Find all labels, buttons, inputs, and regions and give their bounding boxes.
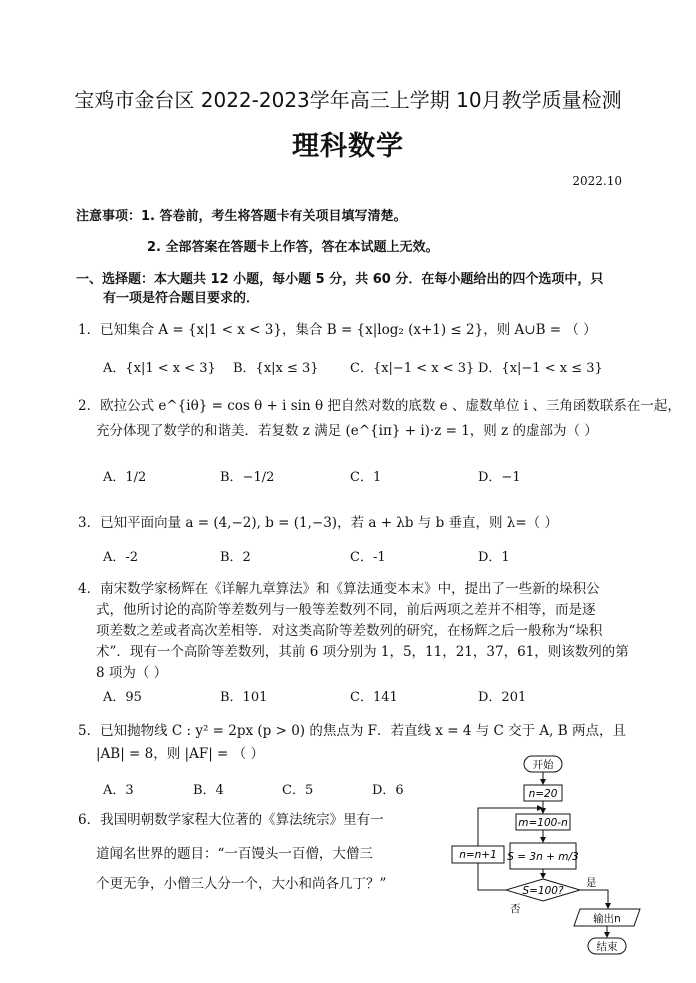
q3-option-b: B．2 (220, 550, 251, 565)
q1-option-b: B．{x|x ≤ 3} (233, 361, 319, 376)
q6-stem-line-3: 个更无争，小僧三人分一个，大小和尚各几丁？” (96, 876, 387, 892)
q1-option-d: D．{x|−1 < x ≤ 3} (478, 361, 603, 376)
q2-option-d: D．−1 (478, 470, 521, 485)
subject-title: 理科数学 (292, 131, 404, 162)
q2-option-b: B．−1/2 (220, 470, 275, 485)
notes-line-1: 注意事项：1. 答卷前，考生将答题卡有关项目填写清楚。 (76, 209, 407, 224)
q4-option-a: A．95 (103, 690, 142, 705)
q5-option-c: C．5 (282, 783, 314, 798)
q5-option-b: B．4 (193, 783, 224, 798)
q4-stem-line-1: 4．南宋数学家杨辉在《详解九章算法》和《算法通变本末》中，提出了一些新的垛积公 (78, 581, 600, 597)
flowchart-yes-label: 是 (586, 877, 597, 889)
q6-stem-line-1: 6．我国明朝数学家程大位著的《算法统宗》里有一 (78, 812, 384, 828)
flowchart-end-label: 结束 (596, 941, 618, 953)
flowchart-decision-label: S=100? (522, 885, 564, 897)
flowchart-increment-label: n=n+1 (459, 849, 497, 861)
q5-stem-line-1: 5．已知抛物线 C : y² = 2px (p > 0) 的焦点为 F．若直线 x = 4 与 C 交于 A, B 两点，且 (78, 723, 626, 739)
q4-stem-line-5: 8 项为（ ） (96, 665, 168, 681)
exam-date: 2022.10 (572, 174, 622, 188)
q3-option-d: D．1 (478, 550, 510, 565)
q4-option-b: B．101 (220, 690, 268, 705)
q2-stem-line-1: 2．欧拉公式 e^{iθ} = cos θ + i sin θ 把自然对数的底数 e 、虚数单位 i 、三角函数联系在一起， (78, 398, 681, 414)
notes-line-2: 2. 全部答案在答题卡上作答，答在本试题上无效。 (147, 240, 439, 255)
q1-stem: 1．已知集合 A = {x|1 < x < 3}，集合 B = {x|log₂ (x+1) ≤ 2}，则 A∪B = （ ） (78, 322, 597, 338)
q3-stem: 3．已知平面向量 a = (4,−2), b = (1,−3)，若 a + λb 与 b 垂直，则 λ=（ ） (78, 515, 558, 531)
exam-title: 宝鸡市金台区 2022-2023学年高三上学期 10月教学质量检测 (74, 88, 622, 112)
q3-option-c: C．-1 (350, 550, 386, 565)
q4-option-d: D．201 (478, 690, 527, 705)
q4-option-c: C．141 (350, 690, 398, 705)
q5-option-a: A．3 (103, 783, 134, 798)
q4-stem-line-4: 术”．现有一个高阶等差数列，其前 6 项分别为 1，5，11，21，37，61，则该数列的第 (96, 644, 629, 660)
q1-option-a: A．{x|1 < x < 3} (103, 361, 216, 376)
flowchart-output-label: 输出n (593, 913, 621, 925)
q2-stem-line-2: 充分体现了数学的和谐美．若复数 z 满足 (e^{iπ} + i)·z = 1，则 z 的虚部为（ ） (96, 423, 598, 439)
section-header-line-2: 有一项是符合题目要求的． (103, 291, 260, 306)
q4-stem-line-3: 项差数之差或者高次差相等．对这类高阶等差数列的研究，在杨辉之后一般称为“垛积 (96, 623, 603, 639)
q1-option-c: C．{x|−1 < x < 3} (350, 361, 475, 376)
q5-option-d: D．6 (372, 783, 404, 798)
flowchart-start-label: 开始 (532, 759, 554, 771)
q2-option-c: C．1 (350, 470, 382, 485)
flowchart-step2-label: S = 3n + m/3 (507, 851, 579, 863)
section-header-line-1: 一、选择题：本大题共 12 小题，每小题 5 分，共 60 分．在每小题给出的四个选项中，只 (76, 272, 604, 287)
q3-option-a: A．-2 (103, 550, 139, 565)
q5-stem-line-2: |AB| = 8，则 |AF| = （ ） (96, 746, 264, 762)
q2-option-a: A．1/2 (103, 470, 147, 485)
flowchart (440, 752, 670, 967)
flowchart-step1-label: m=100-n (518, 817, 568, 829)
flowchart-no-label: 否 (510, 903, 521, 915)
flowchart-init-label: n=20 (528, 788, 558, 800)
q4-stem-line-2: 式，他所讨论的高阶等差数列与一般等差数列不同，前后两项之差并不相等，而是逐 (96, 602, 596, 618)
q6-stem-line-2: 道闻名世界的题目：“一百馒头一百僧，大僧三 (96, 846, 373, 862)
